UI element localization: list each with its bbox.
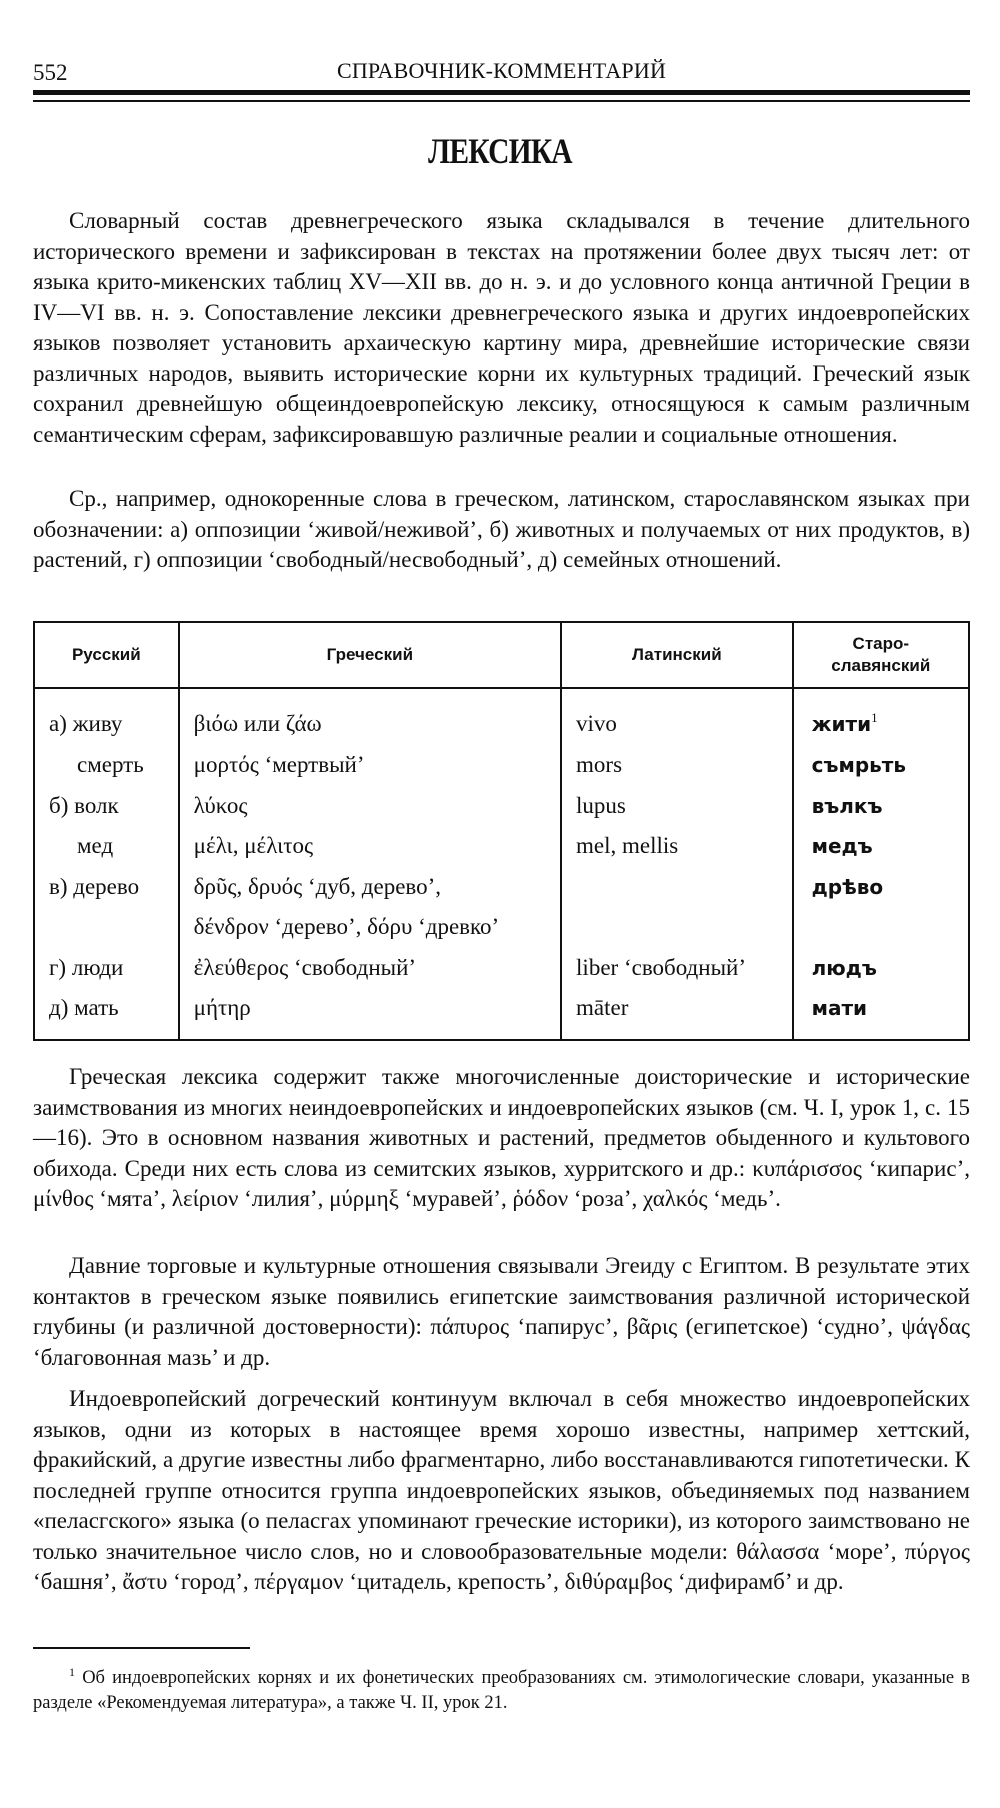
cell-greek: μήτηρ <box>179 988 561 1040</box>
cell-russian: г) люди <box>34 948 179 989</box>
footnote-ref: 1 <box>871 710 878 725</box>
cell-greek: ἐλεύθερος ‘свободный’ <box>179 948 561 989</box>
table-row <box>34 745 969 786</box>
cell-russian: смерть <box>34 745 179 786</box>
cell-latin: liber ‘свободный’ <box>561 948 793 989</box>
cell-russian: д) мать <box>34 988 179 1040</box>
paragraph-intro: Словарный состав древнегреческого языка складывался в течение длительного исторического времени и зафиксирован в текстах на протяжении более двух тысяч лет: от языка крито-микенских таблиц XV—XII вв. до н. э. и до условного конца античной Греции в IV—VI вв. н. э. Сопоставление лексики древнегреческого языка и других индоевропейских языков позволяет установить архаическую картину мира, древнейшие исторические связи различных народов, выявить исторические корни их культурных традиций. Греческий язык сохранил древнейшую общеиндоевропейскую лексику, относящуюся к самым различным семантическим сферам, зафиксировавшую различные реалии и социальные отношения. <box>33 208 970 447</box>
cell-oldslavonic <box>793 907 969 948</box>
cell-greek: δένδρον ‘дерево’, δόρυ ‘древко’ <box>179 907 561 948</box>
oldslavonic-word: мати <box>811 996 868 1021</box>
header-oldslavonic-line1: Старо- <box>852 634 910 653</box>
footnote-text: Об индоевропейских корнях и их фонетических преобразованиях см. этимологические словари, указанные в разделе «Рекомендуемая литература», а также Ч. II, урок 21. <box>33 1668 970 1713</box>
header-greek: Греческий <box>179 622 561 688</box>
header-oldslavonic-line2: славянский <box>831 656 931 675</box>
table-row <box>34 907 969 948</box>
running-head <box>33 52 970 92</box>
cell-latin: māter <box>561 988 793 1040</box>
cell-latin <box>561 867 793 908</box>
table-row <box>34 688 969 745</box>
cell-oldslavonic <box>793 988 969 1040</box>
table-row <box>34 826 969 867</box>
cell-greek: βιόω или ζάω <box>179 688 561 745</box>
footnote-rule <box>33 1647 250 1649</box>
header-rule-thin <box>33 100 970 102</box>
cell-russian: а) живу <box>34 688 179 745</box>
lexicon-table <box>33 621 970 1041</box>
cell-russian: мед <box>34 826 179 867</box>
cell-oldslavonic <box>793 867 969 908</box>
oldslavonic-word: дрѣво <box>811 874 884 899</box>
table-row <box>34 988 969 1040</box>
paragraph-comparison: Ср., например, однокоренные слова в греческом, латинском, старославянском языках при обозначении: а) оппозиции ‘живой/неживой’, б) животных и получаемых от них продуктов, в) растений, г) оппозиции ‘свободный/несвободный’, д) семейных отношений. <box>33 486 970 572</box>
cell-greek: λύκος <box>179 786 561 827</box>
header-rule-thick <box>33 90 970 95</box>
cell-oldslavonic <box>793 948 969 989</box>
cell-oldslavonic <box>793 688 969 745</box>
table-row <box>34 867 969 908</box>
cell-oldslavonic <box>793 745 969 786</box>
cell-latin: mors <box>561 745 793 786</box>
header-russian: Русский <box>34 622 179 688</box>
table-header-row <box>34 622 969 688</box>
cell-russian <box>34 907 179 948</box>
cell-russian: б) волк <box>34 786 179 827</box>
paragraph-egypt: Давние торговые и культурные отношения связывали Эгеиду с Египтом. В результате этих контактов в греческом языке появились египетские заимствования различной исторической глубины (и различной достоверности): πάπυρος ‘папирус’, βᾶρις (египетское) ‘судно’, ψάγδας ‘благовонная мазь’ и др. <box>33 1253 970 1370</box>
paragraph-pelasgian: Индоевропейский догреческий континуум включал в себя множество индоевропейских языков, одни из которых в настоящее время хорошо известны, например хеттский, фракийский, а другие известны либо фрагментарно, либо восстанавливаются гипотетически. К последней группе относится группа индоевропейских языков, объединяемых под названием «пеласгского» языка (о пеласгах упоминают греческие историки), из которого заимствовано не только значительное число слов, но и словообразовательные модели: θάλασσα ‘море’, πύργος ‘башня’, ἄστυ ‘город’, πέργαμον ‘цитадель, крепость’, διθύραμβος ‘дифирамб’ и др. <box>33 1386 970 1594</box>
paragraph-borrowings: Греческая лексика содержит также многочисленные доисторические и исторические заимствования из многих неиндоевропейских и индоевропейских языков (см. Ч. I, урок 1, с. 15—16). Это в основном названия животных и растений, предметов обыденного и культового обихода. Среди них есть слова из семитских языков, хурритского и др.: κυπάρισσος ‘кипарис’, μίνθος ‘мята’, λείριον ‘лилия’, μύρμηξ ‘муравей’, ῥόδον ‘роза’, χαλκός ‘медь’. <box>33 1064 970 1211</box>
cell-oldslavonic <box>793 786 969 827</box>
oldslavonic-word: жити <box>811 712 872 736</box>
cell-greek: μέλι, μέλιτος <box>179 826 561 867</box>
cell-greek: μορτός ‘мертвый’ <box>179 745 561 786</box>
oldslavonic-word: вълкъ <box>811 793 883 818</box>
cell-latin: vivo <box>561 688 793 745</box>
footnote <box>33 1666 970 1716</box>
cell-latin: lupus <box>561 786 793 827</box>
cell-oldslavonic <box>793 826 969 867</box>
cell-greek: δρῦς, δρυός ‘дуб, дерево’, <box>179 867 561 908</box>
table-row <box>34 948 969 989</box>
header-latin: Латинский <box>561 622 793 688</box>
oldslavonic-word: съмрьть <box>811 753 907 778</box>
section-title: ЛЕКСИКА <box>428 131 572 171</box>
cell-russian: в) дерево <box>34 867 179 908</box>
footnote-marker: 1 <box>69 1665 75 1679</box>
running-title: СПРАВОЧНИК-КОММЕНТАРИЙ <box>336 58 667 83</box>
page-number: 552 <box>33 60 68 85</box>
cell-latin <box>561 907 793 948</box>
oldslavonic-word: медъ <box>811 834 873 859</box>
cell-latin: mel, mellis <box>561 826 793 867</box>
header-oldslavonic <box>793 622 969 688</box>
oldslavonic-word: людъ <box>811 955 877 980</box>
table-row <box>34 786 969 827</box>
